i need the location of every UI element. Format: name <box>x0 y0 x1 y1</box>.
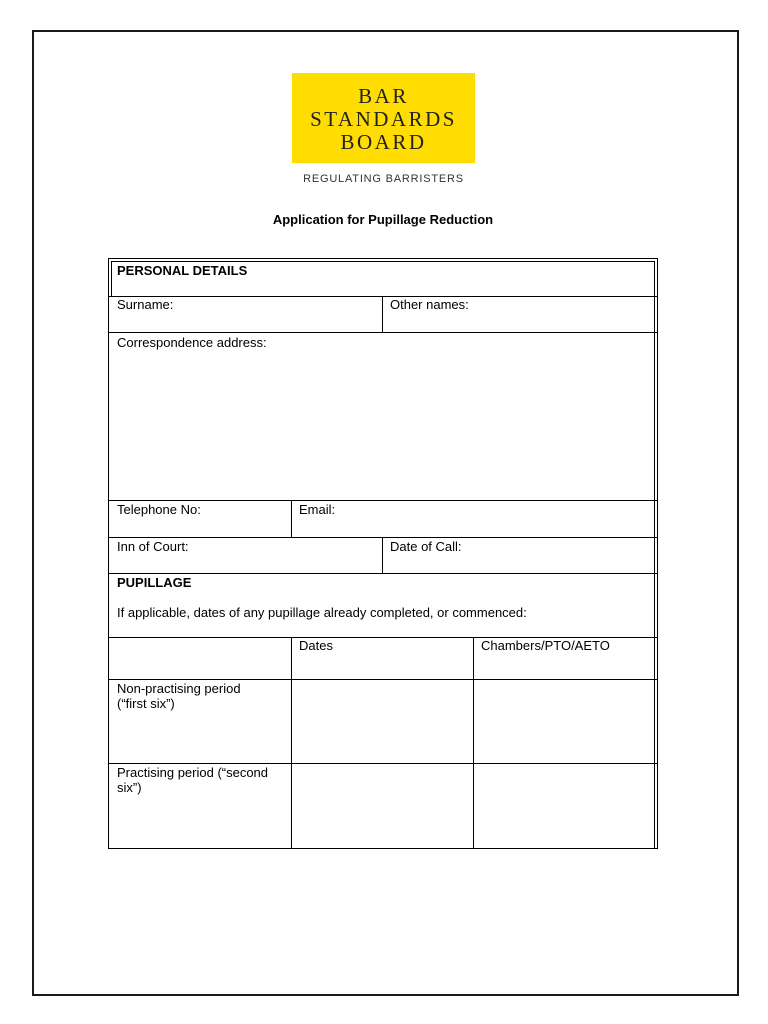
column-divider <box>291 500 292 537</box>
document-title: Application for Pupillage Reduction <box>272 212 494 227</box>
email-label: Email: <box>299 502 336 517</box>
row-divider <box>109 679 657 680</box>
inn-of-court-label: Inn of Court: <box>117 539 189 554</box>
column-divider <box>473 637 474 848</box>
non-practising-period-label: Non-practising period (“first six”) <box>117 681 241 711</box>
logo-line-2: STANDARDS <box>310 107 457 131</box>
logo-line-3: BOARD <box>340 130 427 154</box>
logo-line-1: BAR <box>358 84 409 108</box>
practising-period-label: Practising period (“second six”) <box>117 765 269 795</box>
row-divider <box>109 763 657 764</box>
personal-details-heading: PERSONAL DETAILS <box>117 263 248 278</box>
dates-column-header: Dates <box>299 638 333 653</box>
row-divider <box>109 500 657 501</box>
telephone-label: Telephone No: <box>117 502 201 517</box>
application-form-table <box>108 258 658 849</box>
row-divider <box>109 332 657 333</box>
column-divider <box>382 296 383 332</box>
table-inner-border-left <box>111 261 112 296</box>
table-inner-border <box>111 261 655 262</box>
chambers-column-header: Chambers/PTO/AETO <box>481 638 610 653</box>
row-divider <box>109 296 657 297</box>
column-divider <box>291 637 292 848</box>
row-divider <box>109 573 657 574</box>
bar-standards-board-logo <box>292 73 475 163</box>
pupillage-heading: PUPILLAGE <box>117 575 192 590</box>
pupillage-intro: If applicable, dates of any pupillage already completed, or commenced: <box>117 605 527 620</box>
row-divider <box>109 537 657 538</box>
logo-tagline: REGULATING BARRISTERS <box>303 173 464 185</box>
date-of-call-label: Date of Call: <box>390 539 462 554</box>
column-divider <box>382 537 383 573</box>
correspondence-address-label: Correspondence address: <box>117 335 267 350</box>
other-names-label: Other names: <box>390 297 469 312</box>
surname-label: Surname: <box>117 297 174 312</box>
